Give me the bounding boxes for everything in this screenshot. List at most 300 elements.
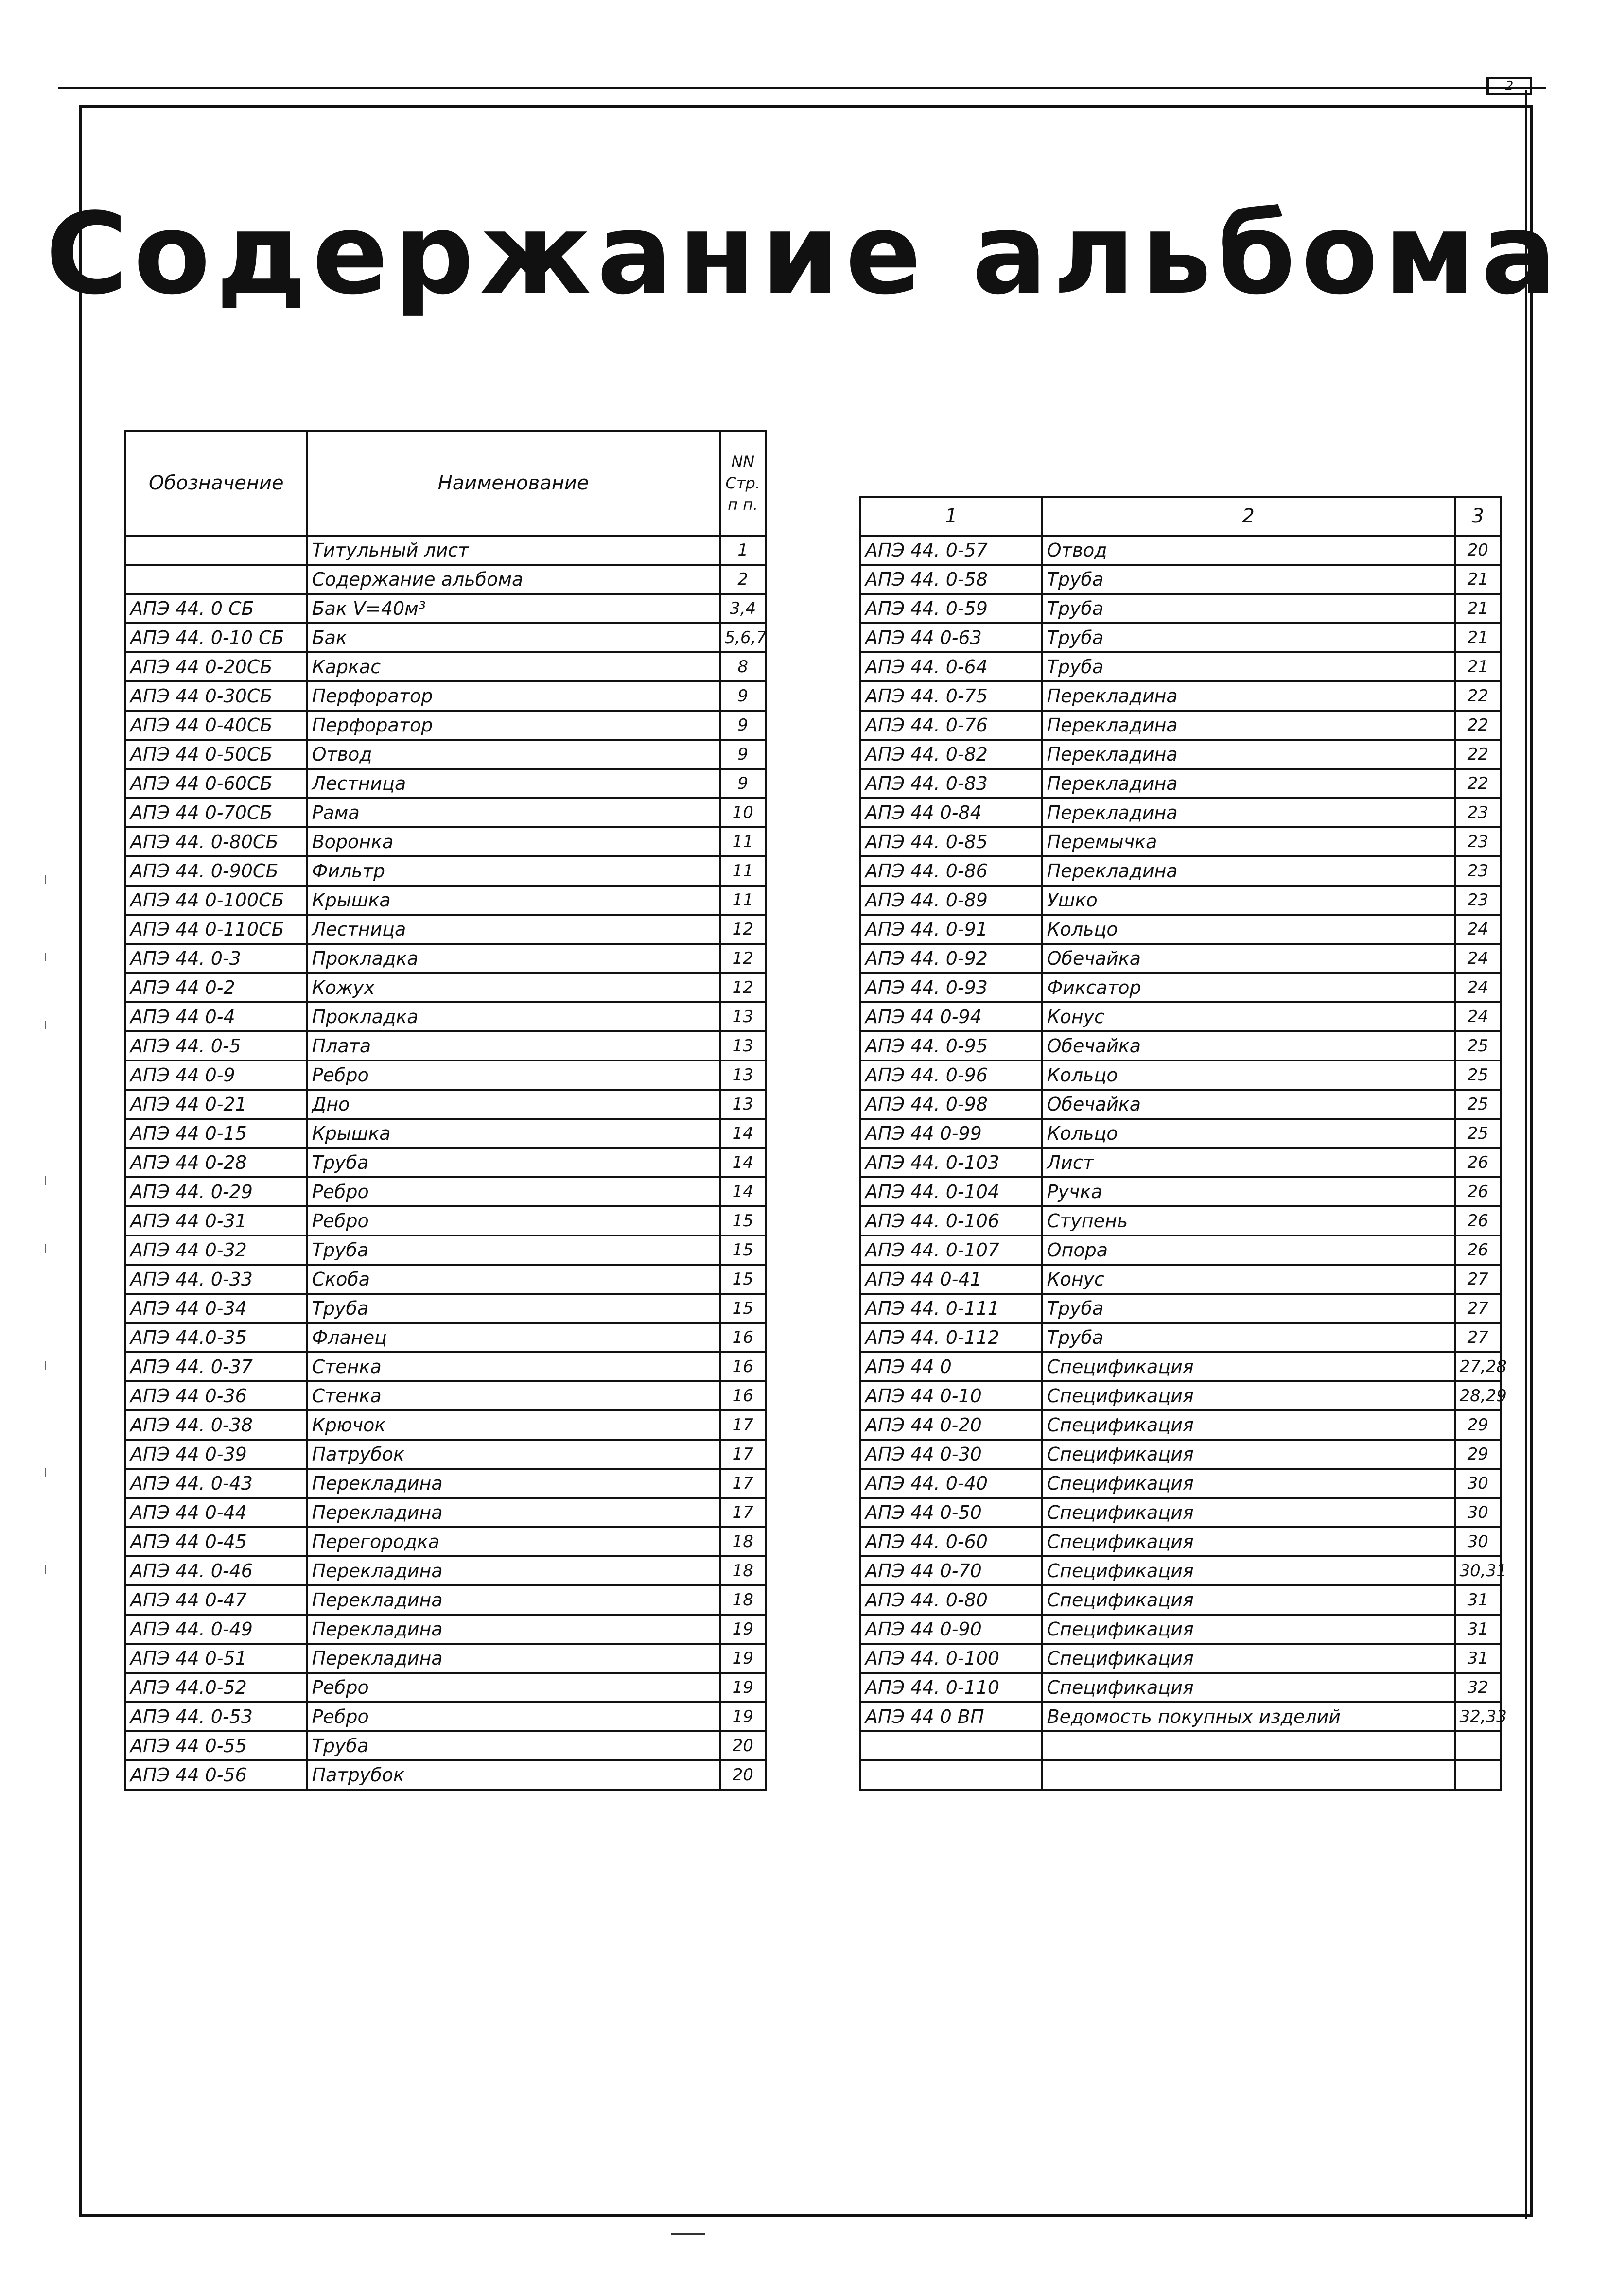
designation-cell: [860, 1731, 1042, 1760]
name-cell: Спецификация: [1042, 1673, 1455, 1702]
name-cell: Бак V=40м³: [307, 594, 720, 623]
table-row: [860, 1352, 1501, 1381]
table-row: [125, 1527, 766, 1556]
frame-edge: [1525, 90, 1531, 2219]
header-designation: Обозначение: [125, 431, 307, 536]
page-cell: 25: [1455, 1031, 1502, 1061]
page-cell: 27: [1455, 1265, 1502, 1294]
name-cell: Прокладка: [307, 944, 720, 973]
designation-cell: АПЭ 44 0-70: [860, 1556, 1042, 1585]
name-cell: Труба: [307, 1294, 720, 1323]
contents-table-right: [859, 496, 1507, 1791]
page-cell: 22: [1455, 711, 1502, 740]
table-row: [860, 1498, 1501, 1527]
table-row: [125, 973, 766, 1002]
page-cell: 17: [720, 1410, 767, 1440]
designation-cell: АПЭ 44 0-20СБ: [125, 652, 307, 681]
page-cell: 12: [720, 973, 767, 1002]
table-row: [860, 652, 1501, 681]
page-cell: 21: [1455, 623, 1502, 652]
designation-cell: АПЭ 44. 0-95: [860, 1031, 1042, 1061]
name-cell: Спецификация: [1042, 1440, 1455, 1469]
table-row: [860, 1323, 1501, 1352]
designation-cell: АПЭ 44. 0-85: [860, 827, 1042, 856]
table-row: [860, 1002, 1501, 1031]
page-cell: 13: [720, 1002, 767, 1031]
name-cell: Спецификация: [1042, 1352, 1455, 1381]
designation-cell: АПЭ 44. 0-93: [860, 973, 1042, 1002]
table-row: [125, 1615, 766, 1644]
table-row: [860, 681, 1501, 711]
name-cell: Перекладина: [1042, 856, 1455, 886]
page-cell: 21: [1455, 594, 1502, 623]
designation-cell: АПЭ 44. 0-100: [860, 1644, 1042, 1673]
designation-cell: АПЭ 44 0-40СБ: [125, 711, 307, 740]
name-cell: Ребро: [307, 1206, 720, 1235]
page-cell: 22: [1455, 740, 1502, 769]
page-cell: 16: [720, 1381, 767, 1410]
table-row: [125, 1090, 766, 1119]
table-row: [860, 798, 1501, 827]
name-cell: Конус: [1042, 1265, 1455, 1294]
page-cell: 12: [720, 944, 767, 973]
name-cell: Стенка: [307, 1352, 720, 1381]
name-cell: Крючок: [307, 1410, 720, 1440]
page-cell: 11: [720, 827, 767, 856]
name-cell: Перемычка: [1042, 827, 1455, 856]
designation-cell: АПЭ 44 0-10: [860, 1381, 1042, 1410]
name-cell: Спецификация: [1042, 1381, 1455, 1410]
designation-cell: АПЭ 44 0-20: [860, 1410, 1042, 1440]
designation-cell: АПЭ 44 0-55: [125, 1731, 307, 1760]
table-row: [125, 652, 766, 681]
page-cell: 14: [720, 1148, 767, 1177]
designation-cell: АПЭ 44. 0-112: [860, 1323, 1042, 1352]
name-cell: Ребро: [307, 1702, 720, 1731]
table-row: [860, 1265, 1501, 1294]
side-stamp: [43, 875, 52, 1604]
designation-cell: АПЭ 44. 0-83: [860, 769, 1042, 798]
name-cell: Фиксатор: [1042, 973, 1455, 1002]
page-cell: 29: [1455, 1410, 1502, 1440]
table-row: [860, 856, 1501, 886]
designation-cell: АПЭ 44. 0-106: [860, 1206, 1042, 1235]
designation-cell: АПЭ 44 0-45: [125, 1527, 307, 1556]
page-cell: 21: [1455, 565, 1502, 594]
page-cell: 19: [720, 1673, 767, 1702]
name-cell: Опора: [1042, 1235, 1455, 1265]
page-cell: 25: [1455, 1061, 1502, 1090]
page-cell: 19: [720, 1644, 767, 1673]
name-cell: Труба: [1042, 1323, 1455, 1352]
table-row: [125, 1702, 766, 1731]
table-row: [125, 1294, 766, 1323]
page-cell: 16: [720, 1323, 767, 1352]
page-cell: 23: [1455, 886, 1502, 915]
name-cell: Рама: [307, 798, 720, 827]
page-cell: 25: [1455, 1119, 1502, 1148]
name-cell: Кольцо: [1042, 915, 1455, 944]
table-row: [125, 1235, 766, 1265]
table-row: [860, 565, 1501, 594]
designation-cell: АПЭ 44 0-51: [125, 1644, 307, 1673]
designation-cell: АПЭ 44. 0-3: [125, 944, 307, 973]
table-row: [860, 1527, 1501, 1556]
table-row: [860, 1673, 1501, 1702]
page-cell: 29: [1455, 1440, 1502, 1469]
designation-cell: АПЭ 44. 0-33: [125, 1265, 307, 1294]
header-pages: NN Стр. п п.: [720, 431, 767, 536]
name-cell: Перекладина: [307, 1469, 720, 1498]
name-cell: Перегородка: [307, 1527, 720, 1556]
page-cell: 19: [720, 1615, 767, 1644]
designation-cell: АПЭ 44 0-21: [125, 1090, 307, 1119]
page-cell: 31: [1455, 1585, 1502, 1615]
designation-cell: АПЭ 44 0-94: [860, 1002, 1042, 1031]
table-row: [125, 565, 766, 594]
page-cell: 30: [1455, 1498, 1502, 1527]
name-cell: Спецификация: [1042, 1498, 1455, 1527]
table-row: [860, 1440, 1501, 1469]
designation-cell: АПЭ 44. 0-98: [860, 1090, 1042, 1119]
page-cell: 32,33: [1455, 1702, 1502, 1731]
page-cell: 17: [720, 1440, 767, 1469]
page-cell: 24: [1455, 944, 1502, 973]
table-row: [860, 1061, 1501, 1090]
designation-cell: АПЭ 44 0-31: [125, 1206, 307, 1235]
table-row: [860, 1702, 1501, 1731]
page-cell: 27: [1455, 1294, 1502, 1323]
page-cell: 26: [1455, 1148, 1502, 1177]
page-cell: [1455, 1760, 1502, 1790]
name-cell: Фланец: [307, 1323, 720, 1352]
table-row: [125, 1119, 766, 1148]
page-cell: 18: [720, 1556, 767, 1585]
page-cell: 28,29: [1455, 1381, 1502, 1410]
name-cell: Кольцо: [1042, 1061, 1455, 1090]
page-cell: 10: [720, 798, 767, 827]
table-row: [125, 915, 766, 944]
name-cell: Ступень: [1042, 1206, 1455, 1235]
page-cell: 24: [1455, 915, 1502, 944]
name-cell: Каркас: [307, 652, 720, 681]
name-cell: Ушко: [1042, 886, 1455, 915]
designation-cell: АПЭ 44 0-39: [125, 1440, 307, 1469]
table-row: [125, 798, 766, 827]
page-cell: 22: [1455, 681, 1502, 711]
name-cell: Обечайка: [1042, 1090, 1455, 1119]
designation-cell: АПЭ 44. 0-110: [860, 1673, 1042, 1702]
name-cell: Труба: [1042, 652, 1455, 681]
table-row: [860, 1469, 1501, 1498]
name-cell: Труба: [1042, 565, 1455, 594]
designation-cell: АПЭ 44. 0-57: [860, 536, 1042, 565]
table-header-row: [125, 431, 766, 536]
name-cell: Перекладина: [1042, 740, 1455, 769]
page-cell: 23: [1455, 856, 1502, 886]
name-cell: Перекладина: [307, 1556, 720, 1585]
table-row: [125, 594, 766, 623]
designation-cell: АПЭ 44. 0-90СБ: [125, 856, 307, 886]
table-row: [125, 1585, 766, 1615]
designation-cell: АПЭ 44 0-2: [125, 973, 307, 1002]
designation-cell: АПЭ 44. 0-80: [860, 1585, 1042, 1615]
page-cell: 11: [720, 856, 767, 886]
name-cell: Перфоратор: [307, 681, 720, 711]
name-cell: Патрубок: [307, 1760, 720, 1790]
page-cell: 14: [720, 1119, 767, 1148]
table-row: [860, 1119, 1501, 1148]
name-cell: Труба: [307, 1148, 720, 1177]
page-cell: 9: [720, 681, 767, 711]
name-cell: Спецификация: [1042, 1469, 1455, 1498]
name-cell: Перфоратор: [307, 711, 720, 740]
page-cell: 18: [720, 1585, 767, 1615]
name-cell: Крышка: [307, 886, 720, 915]
designation-cell: АПЭ 44. 0-64: [860, 652, 1042, 681]
page-cell: 27: [1455, 1323, 1502, 1352]
designation-cell: АПЭ 44 0-70СБ: [125, 798, 307, 827]
page-cell: 3,4: [720, 594, 767, 623]
designation-cell: АПЭ 44. 0-43: [125, 1469, 307, 1498]
name-cell: Перекладина: [307, 1644, 720, 1673]
page-cell: 8: [720, 652, 767, 681]
page-cell: 18: [720, 1527, 767, 1556]
table-row: [860, 594, 1501, 623]
designation-cell: АПЭ 44. 0-37: [125, 1352, 307, 1381]
page-number: 2: [1486, 77, 1532, 95]
designation-cell: АПЭ 44. 0-53: [125, 1702, 307, 1731]
page-cell: 20: [1455, 536, 1502, 565]
page-cell: 1: [720, 536, 767, 565]
designation-cell: АПЭ 44. 0-75: [860, 681, 1042, 711]
name-cell: Перекладина: [1042, 711, 1455, 740]
page-cell: 9: [720, 769, 767, 798]
table-row: [125, 1061, 766, 1090]
table-row: [860, 827, 1501, 856]
name-cell: Фильтр: [307, 856, 720, 886]
page-cell: 15: [720, 1235, 767, 1265]
page-cell: 25: [1455, 1090, 1502, 1119]
designation-cell: АПЭ 44 0-47: [125, 1585, 307, 1615]
designation-cell: АПЭ 44. 0-91: [860, 915, 1042, 944]
table-row: [860, 1090, 1501, 1119]
designation-cell: [125, 536, 307, 565]
name-cell: Ребро: [307, 1177, 720, 1206]
name-cell: Ручка: [1042, 1177, 1455, 1206]
table-row: [860, 1585, 1501, 1615]
table-row: [860, 536, 1501, 565]
page-cell: 30: [1455, 1469, 1502, 1498]
contents-table-left: [124, 430, 767, 1791]
designation-cell: АПЭ 44. 0-86: [860, 856, 1042, 886]
table-row: [125, 1731, 766, 1760]
page-cell: 13: [720, 1061, 767, 1090]
page-cell: 2: [720, 565, 767, 594]
page-cell: 15: [720, 1265, 767, 1294]
page-cell: 31: [1455, 1615, 1502, 1644]
name-cell: Ребро: [307, 1061, 720, 1090]
table-row: [860, 1615, 1501, 1644]
name-cell: Перекладина: [1042, 769, 1455, 798]
designation-cell: АПЭ 44 0-84: [860, 798, 1042, 827]
name-cell: Спецификация: [1042, 1410, 1455, 1440]
page-cell: 20: [720, 1731, 767, 1760]
designation-cell: АПЭ 44 0-28: [125, 1148, 307, 1177]
name-cell: Перекладина: [307, 1498, 720, 1527]
table-row: [125, 681, 766, 711]
table-row: [125, 740, 766, 769]
table-row: [860, 1235, 1501, 1265]
table-row: [860, 1031, 1501, 1061]
designation-cell: АПЭ 44. 0-76: [860, 711, 1042, 740]
table-row: [125, 1002, 766, 1031]
table-row: [125, 944, 766, 973]
table-row: [125, 1644, 766, 1673]
designation-cell: АПЭ 44 0: [860, 1352, 1042, 1381]
table-row: [860, 1148, 1501, 1177]
page-cell: 16: [720, 1352, 767, 1381]
page-cell: 5,6,7: [720, 623, 767, 652]
name-cell: Кожух: [307, 973, 720, 1002]
page-cell: 15: [720, 1294, 767, 1323]
table-row: [860, 711, 1501, 740]
designation-cell: АПЭ 44. 0-104: [860, 1177, 1042, 1206]
name-cell: Обечайка: [1042, 1031, 1455, 1061]
designation-cell: АПЭ 44. 0-80СБ: [125, 827, 307, 856]
page-cell: 26: [1455, 1235, 1502, 1265]
designation-cell: АПЭ 44 0-44: [125, 1498, 307, 1527]
designation-cell: АПЭ 44. 0-10 СБ: [125, 623, 307, 652]
table-row: [860, 1731, 1501, 1760]
designation-cell: АПЭ 44. 0-29: [125, 1177, 307, 1206]
name-cell: Лестница: [307, 769, 720, 798]
page-cell: 17: [720, 1469, 767, 1498]
page-cell: 9: [720, 740, 767, 769]
header-col-1: 1: [860, 497, 1042, 536]
page-cell: 27,28: [1455, 1352, 1502, 1381]
page-cell: 24: [1455, 973, 1502, 1002]
designation-cell: АПЭ 44 0-30: [860, 1440, 1042, 1469]
table-row: [860, 1410, 1501, 1440]
designation-cell: АПЭ 44 0-60СБ: [125, 769, 307, 798]
table-row: [125, 1673, 766, 1702]
table-row: [125, 1323, 766, 1352]
designation-cell: АПЭ 44. 0-49: [125, 1615, 307, 1644]
name-cell: Перекладина: [1042, 681, 1455, 711]
designation-cell: АПЭ 44. 0-96: [860, 1061, 1042, 1090]
name-cell: Воронка: [307, 827, 720, 856]
designation-cell: АПЭ 44. 0-92: [860, 944, 1042, 973]
designation-cell: АПЭ 44. 0-46: [125, 1556, 307, 1585]
designation-cell: АПЭ 44 0-63: [860, 623, 1042, 652]
page-cell: 13: [720, 1090, 767, 1119]
table-row: [125, 623, 766, 652]
name-cell: Труба: [1042, 594, 1455, 623]
table-row: [860, 623, 1501, 652]
header-name: Наименование: [307, 431, 720, 536]
table-row: [860, 1644, 1501, 1673]
designation-cell: АПЭ 44 0-90: [860, 1615, 1042, 1644]
page-cell: 13: [720, 1031, 767, 1061]
designation-cell: АПЭ 44 0-30СБ: [125, 681, 307, 711]
name-cell: Плата: [307, 1031, 720, 1061]
page-cell: 11: [720, 886, 767, 915]
name-cell: Спецификация: [1042, 1615, 1455, 1644]
designation-cell: АПЭ 44. 0-40: [860, 1469, 1042, 1498]
name-cell: Перекладина: [307, 1585, 720, 1615]
table-row: [860, 915, 1501, 944]
designation-cell: [125, 565, 307, 594]
table-row: [860, 1556, 1501, 1585]
table-row: [860, 973, 1501, 1002]
designation-cell: АПЭ 44 0-100СБ: [125, 886, 307, 915]
name-cell: Титульный лист: [307, 536, 720, 565]
designation-cell: АПЭ 44. 0-107: [860, 1235, 1042, 1265]
table-row: [125, 1760, 766, 1790]
page-cell: 21: [1455, 652, 1502, 681]
designation-cell: АПЭ 44. 0-38: [125, 1410, 307, 1440]
table-row: [125, 886, 766, 915]
name-cell: Отвод: [1042, 536, 1455, 565]
table-row: [125, 1381, 766, 1410]
page-cell: 23: [1455, 798, 1502, 827]
table-row: [860, 1206, 1501, 1235]
name-cell: Спецификация: [1042, 1644, 1455, 1673]
table-row: [860, 886, 1501, 915]
designation-cell: АПЭ 44. 0-89: [860, 886, 1042, 915]
table-row: [125, 1177, 766, 1206]
name-cell: Труба: [307, 1731, 720, 1760]
page-title: Содержание альбома: [45, 190, 1563, 319]
page-cell: 23: [1455, 827, 1502, 856]
page-cell: 30,31: [1455, 1556, 1502, 1585]
page-cell: 24: [1455, 1002, 1502, 1031]
table-row: [125, 536, 766, 565]
name-cell: Лестница: [307, 915, 720, 944]
designation-cell: АПЭ 44. 0-59: [860, 594, 1042, 623]
designation-cell: [860, 1760, 1042, 1790]
table-row: [860, 1760, 1501, 1790]
name-cell: Конус: [1042, 1002, 1455, 1031]
page-cell: 26: [1455, 1177, 1502, 1206]
page-cell: 9: [720, 711, 767, 740]
header-col-2: 2: [1042, 497, 1455, 536]
designation-cell: АПЭ 44 0-41: [860, 1265, 1042, 1294]
page-cell: 22: [1455, 769, 1502, 798]
table-row: [125, 1265, 766, 1294]
table-row: [125, 1440, 766, 1469]
designation-cell: АПЭ 44 0-32: [125, 1235, 307, 1265]
table-row: [125, 711, 766, 740]
table-row: [125, 1148, 766, 1177]
designation-cell: АПЭ 44.0-52: [125, 1673, 307, 1702]
designation-cell: АПЭ 44. 0-5: [125, 1031, 307, 1061]
table-row: [125, 856, 766, 886]
name-cell: Перекладина: [1042, 798, 1455, 827]
designation-cell: АПЭ 44 0-9: [125, 1061, 307, 1090]
designation-cell: АПЭ 44 0-15: [125, 1119, 307, 1148]
designation-cell: АПЭ 44 0-4: [125, 1002, 307, 1031]
designation-cell: АПЭ 44 0-110СБ: [125, 915, 307, 944]
page-cell: 30: [1455, 1527, 1502, 1556]
table-row: [125, 1410, 766, 1440]
name-cell: Труба: [1042, 623, 1455, 652]
designation-cell: АПЭ 44 0-36: [125, 1381, 307, 1410]
name-cell: Перекладина: [307, 1615, 720, 1644]
name-cell: Лист: [1042, 1148, 1455, 1177]
name-cell: Дно: [307, 1090, 720, 1119]
